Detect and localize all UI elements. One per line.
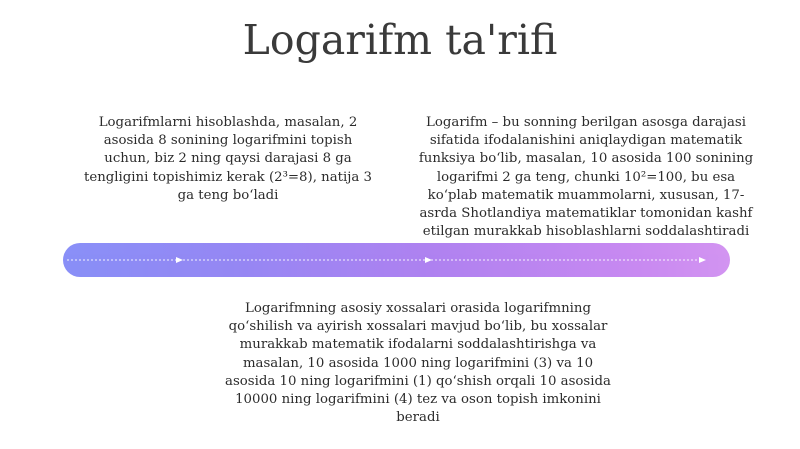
text-block-bottom: Logarifmning asosiy xossalari orasida logarifmning qo‘shilish va ayirish xossalari mavjud bo‘lib, bu xossalar murakkab matematik ifodalarni soddalashtirishga va masalan, 10 asosida 1000 ning logarifmini (3) va 10 asosida 10 ning logarifmini (1) qo‘shish orqali 10 asosida 10000 ning logarifmini (4) tez va oson topish imkonini beradi [225,301,611,426]
arrow-right-icon [176,257,183,263]
slide-title: Logarifm ta'rifi [242,16,558,64]
text-block-right: Logarifm – bu sonning berilgan asosga darajasi sifatida ifodalanishini aniqlaydigan matematik funksiya bo‘lib, masalan, 10 asosida 100 sonining logarifmi 2 ga teng, chunki 10²=100, bu esa ko‘plab matematik muammolarni, xususan, 17-asrda Shotlandiya matematiklar tomonidan kashf etilgan murakkab hisoblashlarni soddalashtiradi [418,115,754,240]
text-block-left: Logarifmlarni hisoblashda, masalan, 2 asosida 8 sonining logarifmini topish uchun, biz 2 ning qaysi darajasi 8 ga tengligini topishimiz kerak (2³=8), natija 3 ga teng bo‘ladi [84,115,372,203]
arrow-right-icon [425,257,432,263]
timeline-arrows [63,243,730,277]
timeline-bar [63,243,730,277]
arrow-right-icon [699,257,706,263]
